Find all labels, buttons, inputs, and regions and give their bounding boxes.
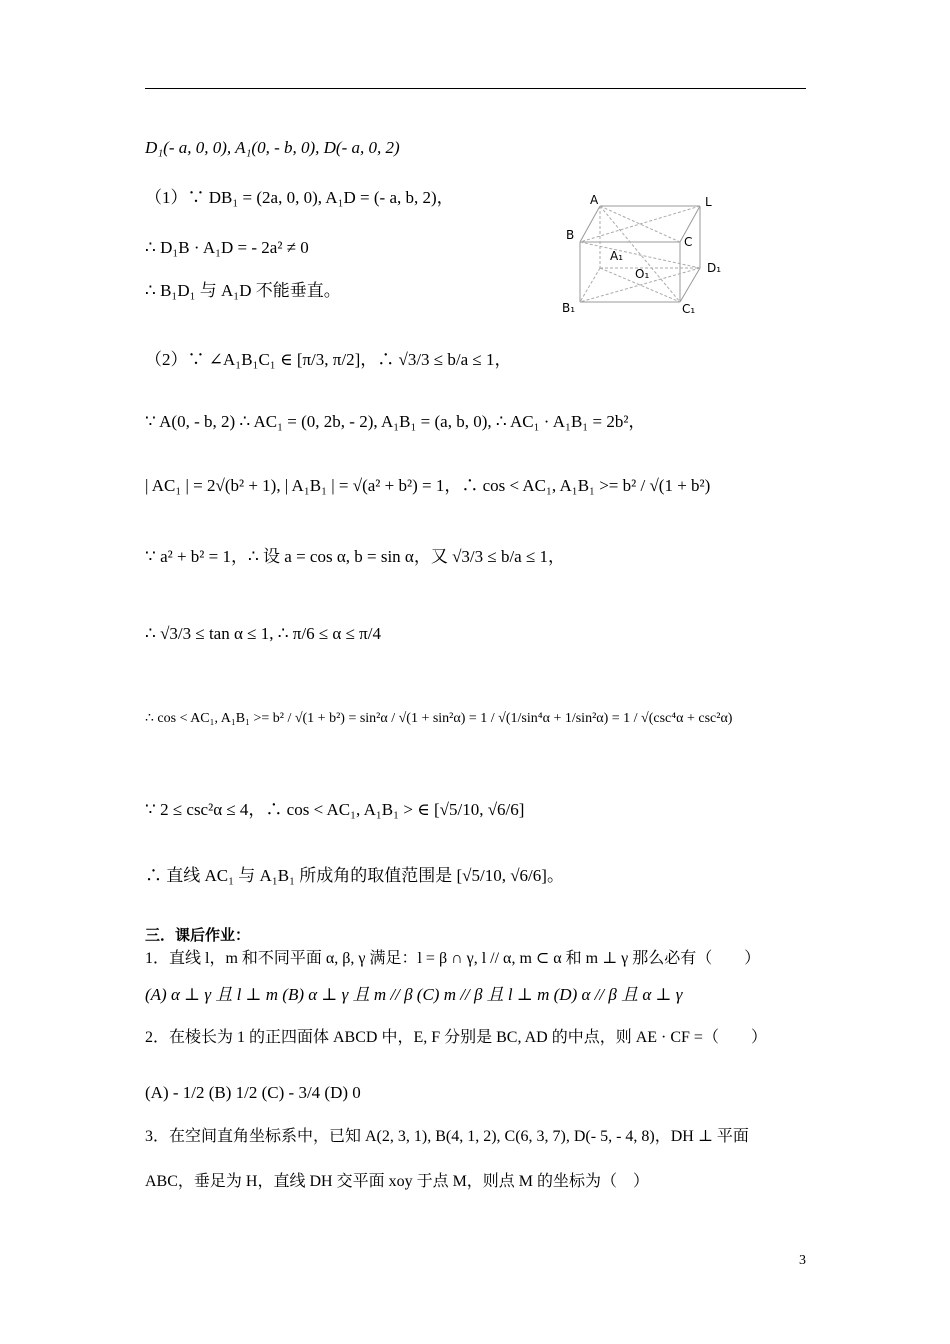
vertex-label-b1: B₁ <box>562 301 576 315</box>
text-line-9: ∴ √3/3 ≤ tan α ≤ 1, ∴ π/6 ≤ α ≤ π/4 <box>145 624 381 643</box>
question-1: 1．直线 l，m 和不同平面 α, β, γ 满足：l = β ∩ γ, l // α, m ⊂ α 和 m ⊥ γ 那么必有（ ） <box>145 950 761 967</box>
text-line-1: D₁(- a, 0, 0), A₁(0, - b, 0), D(- a, 0, 2) <box>145 138 400 157</box>
vertex-label-c: C <box>684 235 693 249</box>
text-line-3: ∴ D₁B · A₁D = - 2a² ≠ 0 <box>145 238 309 257</box>
cuboid-figure <box>560 190 730 320</box>
vertex-label-l: L <box>705 195 712 209</box>
text-line-5: （2）∵ ∠A₁B₁C₁ ∈ [π/3, π/2]，∴ √3/3 ≤ b/a ≤ 1， <box>145 350 512 369</box>
question-3-line-1: 3．在空间直角坐标系中，已知 A(2, 3, 1), B(4, 1, 2), C(6, 3, 7), D(- 5, - 4, 8)，DH ⊥ 平面 <box>145 1128 749 1145</box>
question-1-options: (A) α ⊥ γ 且 l ⊥ m (B) α ⊥ γ 且 m // β (C) m // β 且 l ⊥ m (D) α // β 且 α ⊥ γ <box>145 985 683 1004</box>
text-line-4: ∴ B₁D₁ 与 A₁D 不能垂直。 <box>145 281 341 300</box>
vertex-label-c1: C₁ <box>682 302 696 316</box>
question-3-line-2: ABC，垂足为 H，直线 DH 交平面 xoy 于点 M，则点 M 的坐标为（ ） <box>145 1173 650 1190</box>
vertex-label-o1: O₁ <box>635 267 650 281</box>
vertex-label-a1: A₁ <box>610 249 624 263</box>
header-rule <box>145 88 806 89</box>
text-line-7: | AC₁ | = 2√(b² + 1), | A₁B₁ | = √(a² + b²) = 1，∴ cos < AC₁, A₁B₁ >= b² / √(1 + b²) <box>145 476 711 495</box>
vertex-label-a: A <box>590 193 599 207</box>
question-2-options: (A) - 1/2 (B) 1/2 (C) - 3/4 (D) 0 <box>145 1083 361 1102</box>
text-line-11: ∵ 2 ≤ csc²α ≤ 4，∴ cos < AC₁, A₁B₁ > ∈ [√5/10, √6/6] <box>145 800 525 819</box>
text-line-10: ∴ cos < AC₁, A₁B₁ >= b² / √(1 + b²) = sin²α / √(1 + sin²α) = 1 / √(1/sin⁴α + 1/sin²α) = 1 / √(csc⁴α + csc²α) <box>145 711 733 726</box>
text-line-2: （1）∵ DB₁ = (2a, 0, 0), A₁D = (- a, b, 2)， <box>145 188 454 207</box>
question-2: 2．在棱长为 1 的正四面体 ABCD 中，E, F 分别是 BC, AD 的中点，则 AE · CF =（ ） <box>145 1029 767 1046</box>
text-line-8: ∵ a² + b² = 1，∴ 设 a = cos α, b = sin α，又 √3/3 ≤ b/a ≤ 1， <box>145 547 566 566</box>
vertex-label-b: B <box>566 228 575 242</box>
section-heading: 三．课后作业： <box>145 926 251 944</box>
text-line-12: ∴ 直线 AC₁ 与 A₁B₁ 所成角的取值范围是 [√5/10, √6/6]。 <box>145 866 564 885</box>
vertex-label-d1: D₁ <box>707 261 722 275</box>
page-number: 3 <box>799 1253 806 1268</box>
text-line-6: ∵ A(0, - b, 2) ∴ AC₁ = (0, 2b, - 2), A₁B₁ = (a, b, 0), ∴ AC₁ · A₁B₁ = 2b²， <box>145 412 646 431</box>
